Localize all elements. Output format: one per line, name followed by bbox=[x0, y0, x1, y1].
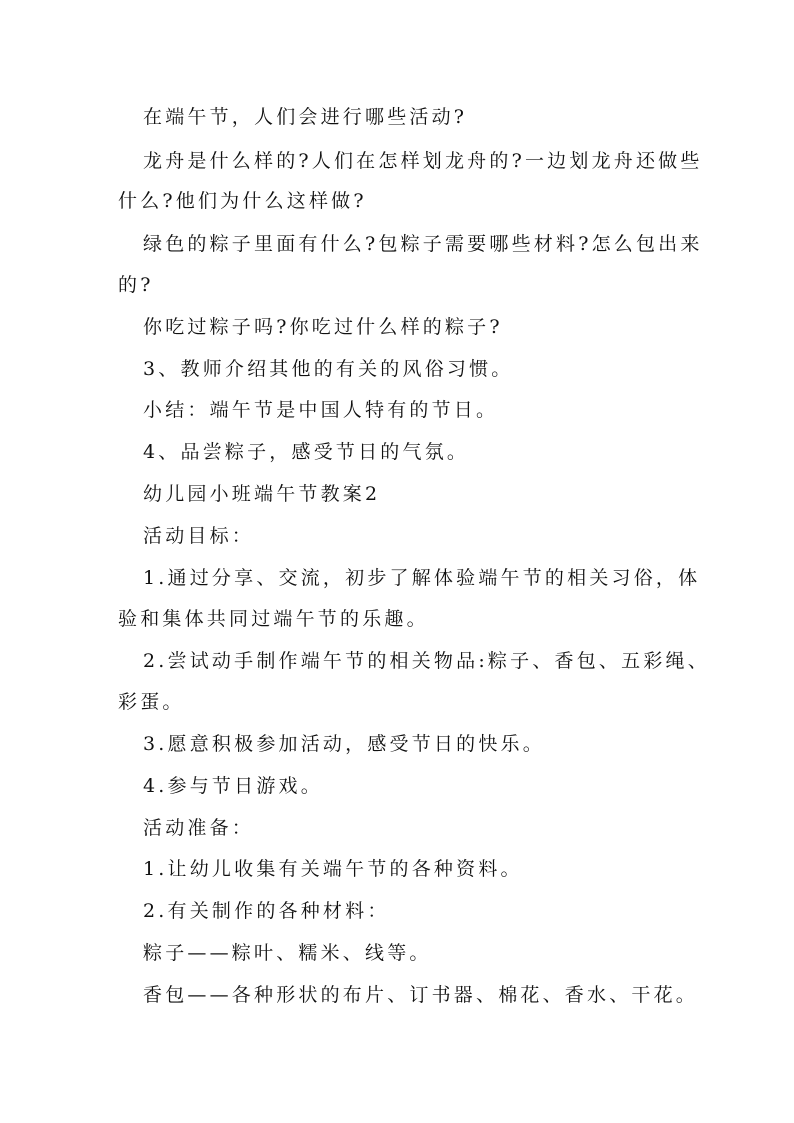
paragraph-line: 绿色的粽子里面有什么?包粽子需要哪些材料?怎么包出来 bbox=[143, 233, 703, 255]
paragraph-line: 4、品尝粽子，感受节日的气氛。 bbox=[143, 441, 470, 463]
paragraph-line: 1.让幼儿收集有关端午节的各种资料。 bbox=[143, 858, 523, 880]
paragraph-line: 粽子——粽叶、糯米、线等。 bbox=[143, 942, 432, 964]
paragraph-line: 什么?他们为什么这样做? bbox=[118, 190, 367, 212]
paragraph-line: 4.参与节日游戏。 bbox=[143, 775, 323, 797]
section-heading: 幼儿园小班端午节教案2 bbox=[143, 483, 381, 505]
paragraph-line: 3.愿意积极参加活动，感受节日的快乐。 bbox=[143, 733, 545, 755]
paragraph-line: 你吃过粽子吗?你吃过什么样的粽子? bbox=[143, 316, 503, 338]
paragraph-line: 彩蛋。 bbox=[118, 691, 185, 713]
paragraph-line: 1.通过分享、交流，初步了解体验端午节的相关习俗，体 bbox=[143, 567, 701, 589]
paragraph-line: 3、教师介绍其他的有关的风俗习惯。 bbox=[143, 358, 514, 380]
paragraph-line: 香包——各种形状的布片、订书器、棉花、香水、干花。 bbox=[143, 984, 699, 1006]
paragraph-line: 小结：端午节是中国人特有的节日。 bbox=[143, 399, 499, 421]
paragraph-line: 2.尝试动手制作端午节的相关物品:粽子、香包、五彩绳、 bbox=[143, 650, 710, 672]
paragraph-line: 的? bbox=[118, 274, 154, 296]
paragraph-line: 在端午节，人们会进行哪些活动? bbox=[143, 106, 468, 128]
paragraph-line: 龙舟是什么样的?人们在怎样划龙舟的?一边划龙舟还做些 bbox=[143, 150, 703, 172]
paragraph-line: 2.有关制作的各种材料： bbox=[143, 900, 390, 922]
paragraph-line: 活动目标： bbox=[143, 525, 255, 547]
paragraph-line: 活动准备： bbox=[143, 817, 255, 839]
paragraph-line: 验和集体共同过端午节的乐趣。 bbox=[118, 608, 429, 630]
